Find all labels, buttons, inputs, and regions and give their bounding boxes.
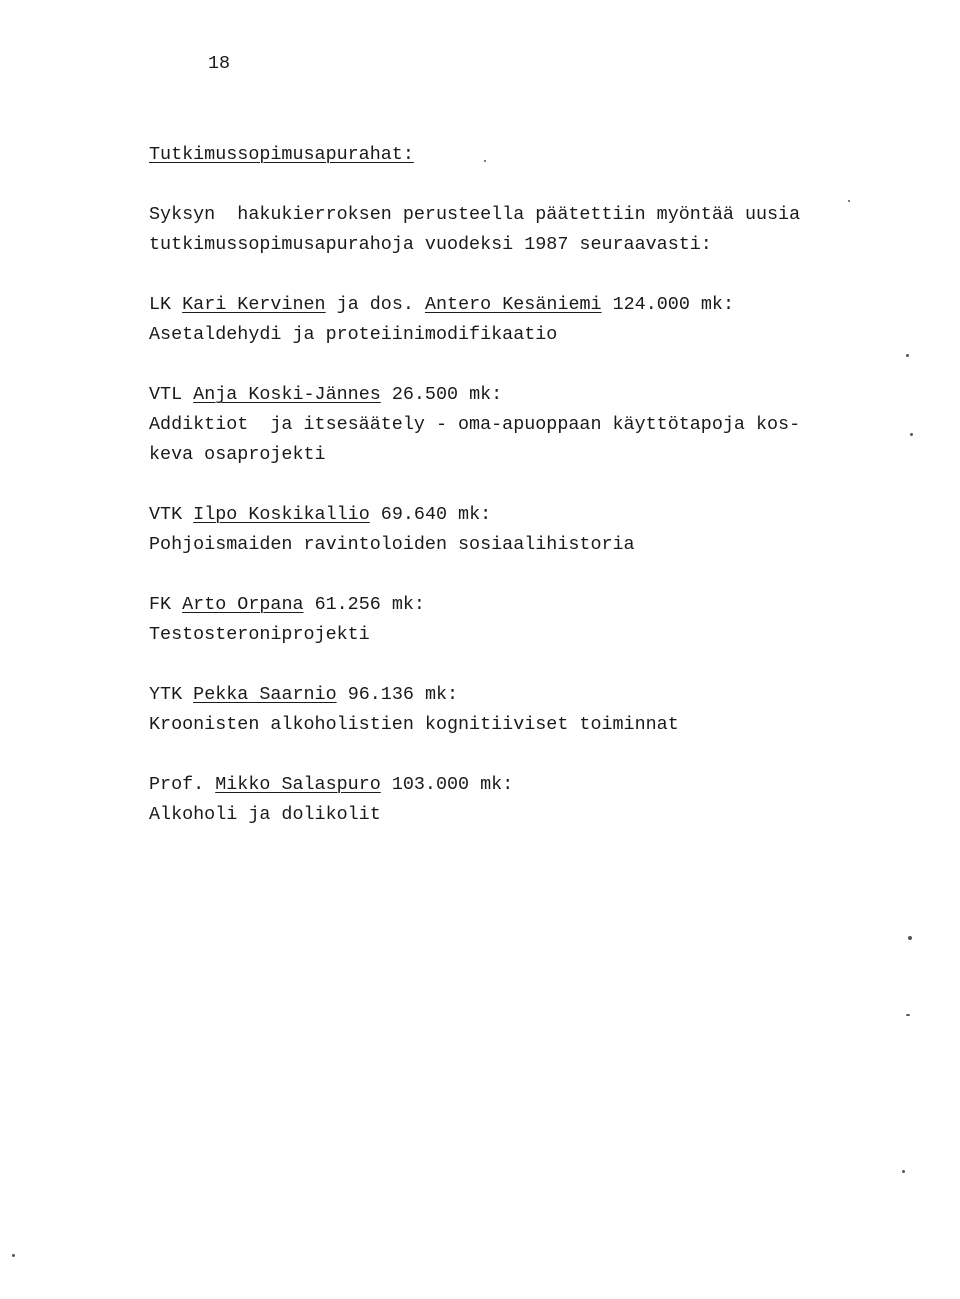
grant-amount: 103.000 mk: [391,774,514,795]
grant-recipient-line [149,680,869,710]
grant-recipient-name: Arto Orpana [182,594,304,615]
grant-amount: 26.500 mk: [391,384,503,405]
grant-amount: 69.640 mk: [380,504,492,525]
grant-title: YTK [149,684,183,705]
grant-topic: Kroonisten alkoholistien kognitiiviset toiminnat [149,714,679,735]
grant-topic-continued: keva osaprojekti [149,444,326,465]
grant-entry [149,500,869,560]
grant-recipient-line [149,290,869,320]
section-heading-text: Tutkimussopimusapurahat: [149,144,414,165]
scan-speck [906,1014,910,1016]
intro-paragraph [149,200,869,260]
grant-recipient-name: Kari Kervinen [182,294,326,315]
grant-recipient-line [149,500,869,530]
grant-amount: 96.136 mk: [347,684,459,705]
grant-title: VTL [149,384,183,405]
scan-speck [910,433,913,436]
grant-topic: Asetaldehydi ja proteiinimodifikaatio [149,324,558,345]
scan-speck [908,936,912,940]
scan-speck [902,1170,905,1173]
grant-entry [149,680,869,740]
page-number: 18 [208,53,231,74]
grant-topic: Addiktiot ja itsesäätely - oma-apuoppaan käyttötapoja kos- [149,414,801,435]
grant-joiner: ja dos. [336,294,414,315]
grant-recipient-line [149,770,869,800]
grant-amount: 61.256 mk: [314,594,425,615]
grant-recipient-line [149,590,869,620]
grant-recipient-name-2: Antero Kesäniemi [424,294,602,315]
grant-title: Prof. [149,774,205,795]
grant-recipient-line [149,380,869,410]
grant-topic: Testosteroniprojekti [149,624,370,645]
section-heading [149,140,869,170]
grant-amount: 124.000 mk: [612,294,735,315]
intro-line-1: Syksyn hakukierroksen perusteella päätettiin myöntää uusia [149,204,801,225]
grant-recipient-name: Mikko Salaspuro [215,774,381,795]
scan-speck [906,354,909,357]
grant-entry [149,590,869,650]
grant-topic: Pohjoismaiden ravintoloiden sosiaalihistoria [149,534,635,555]
grant-title: LK [149,294,172,315]
grant-topic: Alkoholi ja dolikolit [149,804,381,825]
grant-recipient-name: Pekka Saarnio [193,684,337,705]
grant-title: FK [149,594,172,615]
intro-line-2: tutkimussopimusapurahoja vuodeksi 1987 seuraavasti: [149,234,712,255]
grant-entry [149,770,869,830]
grant-entry [149,380,869,470]
grant-entry [149,290,869,350]
scan-speck [12,1254,15,1257]
grant-recipient-name: Ilpo Koskikallio [193,504,370,525]
scan-speck [848,200,850,202]
scan-speck [484,160,486,162]
grant-recipient-name: Anja Koski-Jännes [193,384,381,405]
grant-title: VTK [149,504,183,525]
